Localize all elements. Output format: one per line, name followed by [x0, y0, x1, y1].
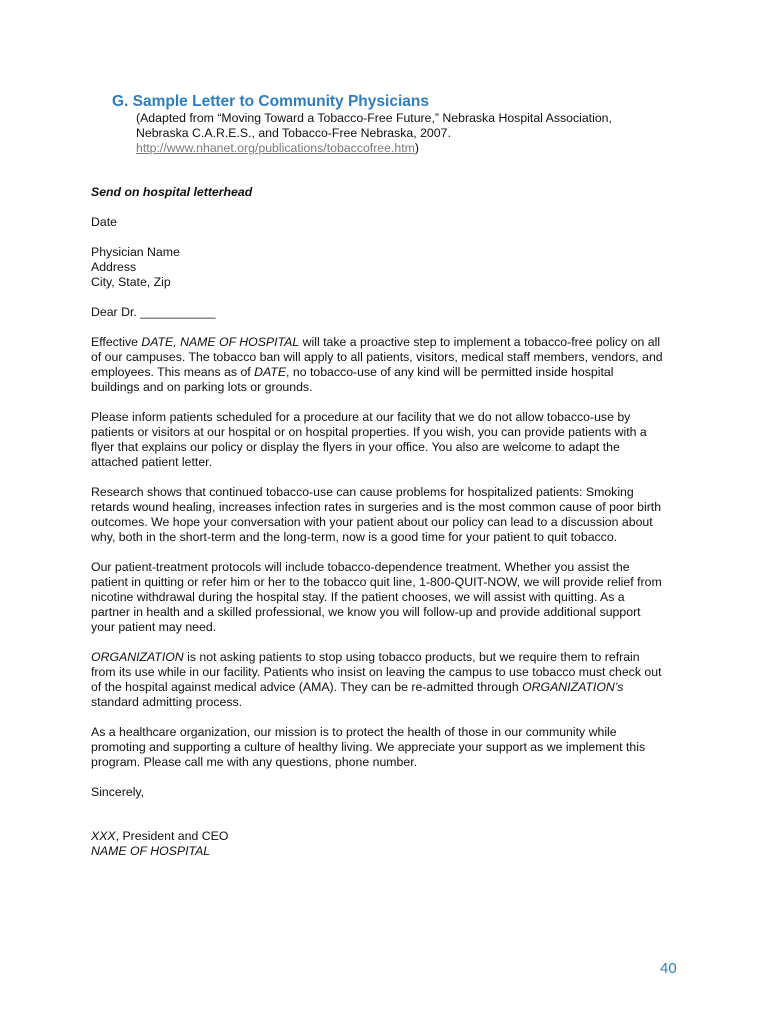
paragraph-organization — [91, 650, 691, 710]
paragraph-line: Please inform patients scheduled for a procedure at our facility that we do not allow tobacco-use by — [91, 410, 631, 424]
paragraph-line: Our patient-treatment protocols will include tobacco-dependence treatment. Whether you assist the — [91, 560, 630, 574]
source-citation — [136, 111, 716, 156]
paragraph-line: your patient may need. — [91, 620, 217, 634]
paragraph-line: As a healthcare organization, our mission is to protect the health of those in our community while — [91, 725, 617, 739]
signer-organization: NAME OF HOSPITAL — [91, 844, 211, 858]
text-run: of the hospital against medical advice (AMA). They can be re-admitted through — [91, 680, 523, 694]
text-run: is not asking patients to stop using tobacco products, but we require them to refrain — [183, 650, 640, 664]
citation-line-1: (Adapted from “Moving Toward a Tobacco-Free Future,” Nebraska Hospital Association, — [136, 111, 612, 125]
citation-line-3 — [136, 141, 716, 156]
address-city-state-zip: City, State, Zip — [91, 275, 171, 289]
text-run: employees. This means as of — [91, 365, 255, 379]
source-link[interactable]: http://www.nhanet.org/publications/tobaccofree.htm — [136, 141, 415, 155]
address-physician-name: Physician Name — [91, 245, 180, 259]
paragraph-line — [91, 335, 691, 350]
paragraph-line — [91, 365, 691, 380]
paragraph-mission — [91, 725, 691, 770]
paragraph-line: partner in health and a skilled professional, we know you will follow-up and provide additional support — [91, 605, 641, 619]
paragraph-line: of our campuses. The tobacco ban will apply to all patients, visitors, medical staff members, vendors, and — [91, 350, 663, 364]
paragraph-policy — [91, 335, 691, 395]
paragraph-line: nicotine withdrawal during the hospital stay. If the patient chooses, we will assist with quitting. As a — [91, 590, 625, 604]
letterhead-instruction: Send on hospital letterhead — [91, 185, 253, 199]
placeholder-date-hospital: DATE, NAME OF HOSPITAL — [141, 335, 300, 349]
signer-title: , President and CEO — [115, 829, 229, 843]
paragraph-line: promoting and supporting a culture of healthy living. We appreciate your support as we implement this — [91, 740, 646, 754]
paragraph-line — [91, 650, 691, 665]
section-heading: G. Sample Letter to Community Physicians — [112, 93, 429, 110]
citation-line-2: Nebraska C.A.R.E.S., and Tobacco-Free Nebraska, 2007. — [136, 126, 451, 140]
placeholder-organization-possessive: ORGANIZATION’s — [522, 680, 624, 694]
paragraph-line: patient in quitting or refer him or her to the tobacco quit line, 1-800-QUIT-NOW, we will provide relief from — [91, 575, 662, 589]
placeholder-organization: ORGANIZATION — [91, 650, 184, 664]
paragraph-inform-patients — [91, 410, 691, 470]
paragraph-line: retards wound healing, increases infection rates in surgeries and is the most common cause of poor birth — [91, 500, 662, 514]
paragraph-line: outcomes. We hope your conversation with your patient about our policy can lead to a discussion about — [91, 515, 653, 529]
address-street: Address — [91, 260, 137, 274]
paragraph-research — [91, 485, 691, 545]
paragraph-line: why, both in the short-term and the long-term, now is a good time for your patient to quit tobacco. — [91, 530, 618, 544]
paragraph-line: flyer that explains our policy or display the flyers in your office. You also are welcome to adapt the — [91, 440, 620, 454]
paragraph-line: from its use while in our facility. Patients who insist on leaving the campus to use tobacco must check out — [91, 665, 662, 679]
closing: Sincerely, — [91, 785, 145, 799]
signature-line — [91, 829, 691, 844]
paragraph-line: attached patient letter. — [91, 455, 213, 469]
letter-body — [91, 185, 691, 874]
paragraph-line: standard admitting process. — [91, 695, 243, 709]
signer-name-placeholder: XXX — [91, 829, 116, 843]
paragraph-line: buildings and on parking lots or grounds. — [91, 380, 313, 394]
citation-close-paren: ) — [414, 141, 419, 155]
paragraph-line: Research shows that continued tobacco-use can cause problems for hospitalized patients: Smoking — [91, 485, 634, 499]
date-line: Date — [91, 215, 117, 229]
paragraph-treatment — [91, 560, 691, 635]
page-number: 40 — [660, 960, 677, 977]
paragraph-line: program. Please call me with any questions, phone number. — [91, 755, 418, 769]
recipient-address — [91, 245, 691, 290]
paragraph-line: patients or visitors at our hospital or on hospital properties. If you wish, you can provide patients with a — [91, 425, 647, 439]
text-run: Effective — [91, 335, 142, 349]
placeholder-date: DATE — [254, 365, 287, 379]
text-run: , no tobacco-use of any kind will be permitted inside hospital — [286, 365, 614, 379]
text-run: will take a proactive step to implement a tobacco-free policy on all — [299, 335, 661, 349]
salutation: Dear Dr. ___________ — [91, 305, 216, 319]
paragraph-line — [91, 680, 691, 695]
signature-block — [91, 829, 691, 859]
